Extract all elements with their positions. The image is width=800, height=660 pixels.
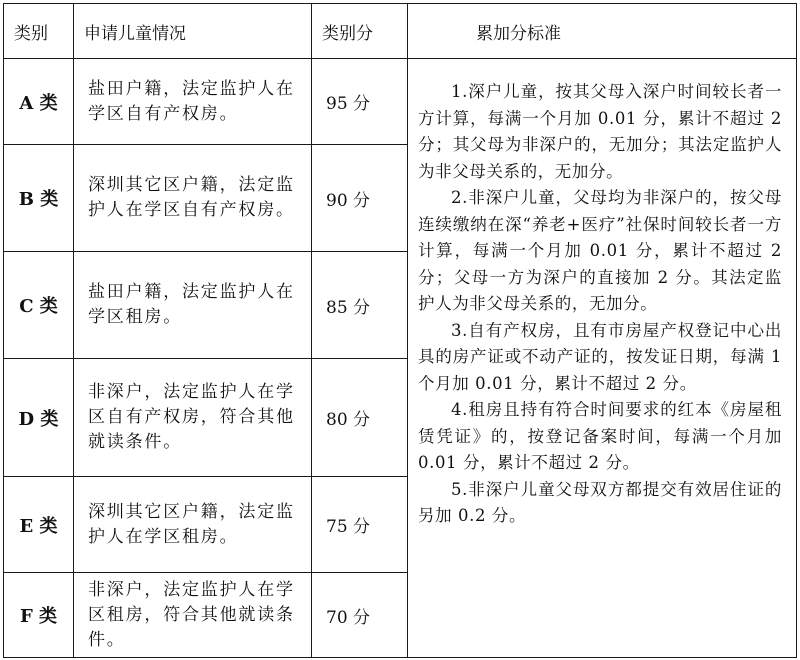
row-score: 75 分 <box>312 477 408 573</box>
row-category: D 类 <box>4 359 74 477</box>
row-category: C 类 <box>4 252 74 359</box>
header-score: 类别分 <box>312 4 408 59</box>
row-situation: 深圳其它区户籍，法定监护人在学区自有产权房。 <box>74 145 312 252</box>
header-row <box>4 4 797 59</box>
admission-score-table <box>3 3 797 658</box>
row-situation: 非深户，法定监护人在学区租房，符合其他就读条件。 <box>74 573 312 658</box>
row-category: E 类 <box>4 477 74 573</box>
header-category: 类别 <box>4 4 74 59</box>
row-situation: 非深户，法定监护人在学区自有产权房，符合其他就读条件。 <box>74 359 312 477</box>
criteria-item: 5.非深户儿童父母双方都提交有效居住证的另加 0.2 分。 <box>418 479 782 525</box>
criteria-item: 4.租房且持有符合时间要求的红本《房屋租赁凭证》的，按登记备案时间，每满一个月加 0.01 分，累计不超过 2 分。 <box>418 400 782 472</box>
row-category: A 类 <box>4 59 74 145</box>
row-category: F 类 <box>4 573 74 658</box>
row-situation: 盐田户籍，法定监护人在学区自有产权房。 <box>74 59 312 145</box>
row-category: B 类 <box>4 145 74 252</box>
header-situation: 申请儿童情况 <box>74 4 312 59</box>
row-score: 95 分 <box>312 59 408 145</box>
row-situation: 盐田户籍，法定监护人在学区租房。 <box>74 252 312 359</box>
row-situation: 深圳其它区户籍，法定监护人在学区租房。 <box>74 477 312 573</box>
criteria-item: 3.自有产权房，且有市房屋产权登记中心出具的房产证或不动产证的，按发证日期，每满 1 个月加 0.01 分，累计不超过 2 分。 <box>418 320 782 393</box>
header-criteria: 累加分标准 <box>408 4 797 59</box>
row-score: 85 分 <box>312 252 408 359</box>
row-score: 80 分 <box>312 359 408 477</box>
table-row <box>4 59 797 145</box>
criteria-item: 2.非深户儿童，父母均为非深户的，按父母连续缴纳在深“养老+医疗”社保时间较长者一方计算，每满一个月加 0.01 分，累计不超过 2 分；父母一方为深户的直接加 2 分。其法定监护人为非父母关系的，无加分。 <box>418 188 782 313</box>
row-score: 90 分 <box>312 145 408 252</box>
criteria-cell <box>408 59 797 658</box>
criteria-item: 1.深户儿童，按其父母入深户时间较长者一方计算，每满一个月加 0.01 分，累计不超过 2 分；其父母为非深户的，无加分；其法定监护人为非父母关系的，无加分。 <box>418 82 782 181</box>
row-score: 70 分 <box>312 573 408 658</box>
